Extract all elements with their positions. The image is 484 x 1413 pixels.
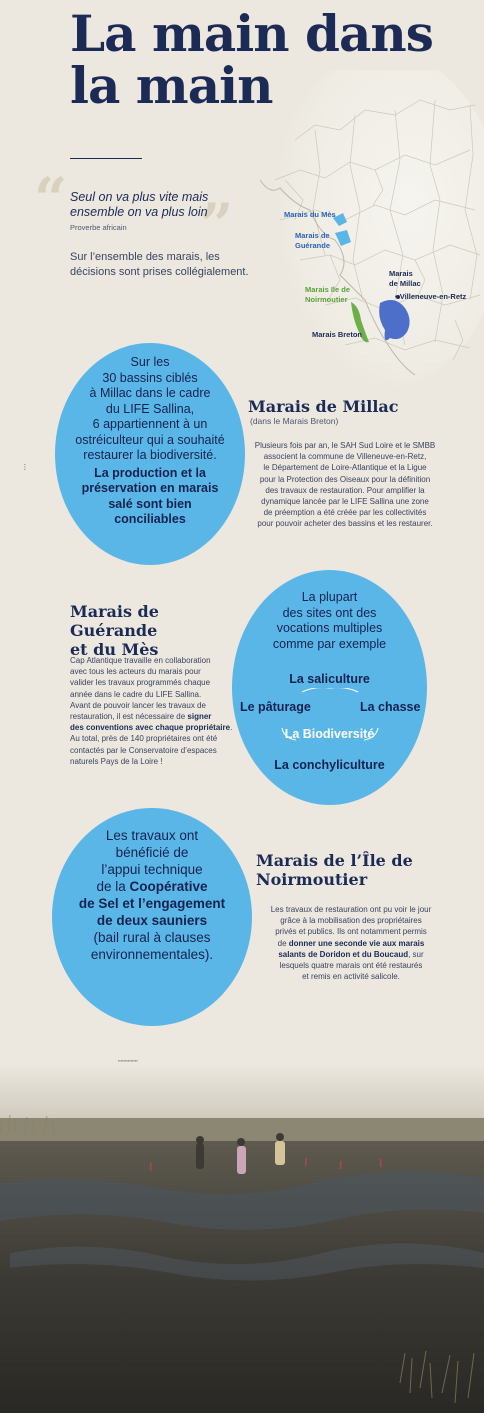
noirmoutier-body-fragment: , sur	[408, 949, 424, 959]
noirmoutier-body-bold: donner une seconde vie aux marais	[288, 938, 425, 948]
bubble3-bold-line: de Sel et l’engagement	[78, 896, 226, 911]
noirmoutier-title-2: Noirmoutier	[256, 870, 368, 889]
page-title: La main dans la main	[70, 4, 433, 115]
guerande-title	[70, 602, 240, 659]
bubble1-line: 30 bassins ciblés	[102, 370, 198, 385]
proverb-source: Proverbe africain	[70, 223, 127, 232]
section-noirmoutier	[256, 851, 466, 889]
bubble2-line: comme par exemple	[272, 636, 387, 651]
vocation-conchyliculture: La conchyliculture	[274, 758, 385, 772]
section-guerande	[70, 602, 240, 659]
guerande-body-fragment: .	[230, 723, 233, 733]
millac-subtitle: (dans le Marais Breton)	[250, 416, 339, 426]
map-label-millac-1: Marais	[389, 269, 413, 278]
vocation-biodiversite: La Biodiversité	[284, 727, 375, 741]
bubble1-line: 6 appartiennent à un	[92, 417, 208, 431]
map-label-breton: Marais Breton	[312, 330, 363, 339]
millac-body-line: le Département de Loire-Atlantique et la Ligue	[263, 463, 427, 473]
bubble3-line: Les travaux ont	[105, 828, 199, 843]
bubble1-bold-line: préservation en marais	[81, 481, 219, 495]
vocation-chasse: La chasse	[360, 700, 421, 714]
bubble2-line: La plupart	[301, 590, 358, 604]
photo-credit: ▪▪▪▪▪▪▪▪▪▪▪▪▪▪	[118, 1058, 138, 1063]
map-label-guerande-2: Guérande	[295, 241, 331, 250]
map-label-guerande-1: Marais de	[295, 231, 330, 240]
guerande-body-line: Cap Atlantique travaille en collaboration	[70, 656, 211, 665]
bubble3-line: (bail rural à clauses	[93, 930, 211, 945]
vocation-paturage: Le pâturage	[240, 700, 311, 714]
noirmoutier-title-1: Marais de l’Île de	[256, 851, 413, 870]
millac-body-line: Plusieurs fois par an, le SAH Sud Loire et le SMBB	[254, 441, 436, 450]
bubble1-line: Sur les	[130, 355, 170, 369]
bubble1-line: ostréiculteur qui a souhaité	[75, 432, 225, 447]
bubble-vocations	[232, 570, 427, 805]
region-map	[255, 70, 484, 390]
bubble1-line: du LIFE Sallina,	[105, 401, 195, 416]
open-quote-icon: “	[34, 165, 68, 233]
bubble1-bold-line: conciliables	[114, 512, 186, 526]
guerande-body-line: Au total, près de 140 propriétaires ont été	[70, 734, 218, 744]
bubble3-bold-line: de deux sauniers	[96, 913, 208, 928]
guerande-body-line: contactés par le Conservatoire d’espaces	[70, 745, 217, 755]
millac-body-line: associent la commune de Villeneuve-en-Retz,	[263, 452, 427, 462]
intro-text: Sur l’ensemble des marais, les décisions sont prises collégialement.	[70, 251, 249, 278]
millac-body-line: pour pouvoir acheter des bassins et les restaurer.	[257, 519, 433, 529]
bubble-millac	[55, 343, 245, 565]
noirmoutier-body-fragment: de	[277, 938, 289, 948]
guerande-body-bold: signer	[187, 712, 212, 722]
map-label-noirmoutier-1: Marais Ile de	[305, 285, 351, 294]
map-label-millac-2: de Millac	[389, 279, 421, 288]
noirmoutier-body-line: privés et publics. Ils ont notamment permis	[275, 927, 427, 937]
map-label-mes: Marais du Mès	[284, 210, 336, 219]
bubble-cooperative	[52, 808, 252, 1026]
noirmoutier-body	[236, 904, 466, 982]
noirmoutier-title	[256, 851, 466, 889]
guerande-body-line: valider les travaux programmés chaque	[70, 678, 211, 688]
guerande-title-1: Marais de Guérande	[70, 602, 159, 640]
bubble1-bold-line: salé sont bien	[108, 496, 192, 511]
bubble1-bold-line: La production et la	[94, 465, 206, 480]
close-quote-icon: ”	[200, 191, 234, 259]
millac-title: Marais de Millac	[248, 397, 399, 416]
proverb-quote: Seul on va plus vite mais ensemble on va plus loin	[70, 190, 209, 219]
bubble3-bold: Coopérative	[129, 879, 208, 894]
noirmoutier-body-bold: salants de Doridon et du Boucaud	[278, 949, 409, 959]
bubble1-line: restaurer la biodiversité.	[83, 448, 217, 462]
guerande-body-line: naturels Pays de la Loire !	[70, 756, 163, 766]
guerande-body-line: année dans le cadre du LIFE Sallina.	[70, 689, 202, 699]
map-label-villeneuve: • Villeneuve-en-Retz	[395, 292, 467, 301]
bubble3-line: l’appui technique	[101, 862, 203, 877]
bubble2-line: des sites ont des	[282, 605, 377, 620]
millac-body-line: dynamique lancée par le LIFE Sallina une zone	[261, 497, 429, 507]
noirmoutier-body-line: grâce à la mobilisation des propriétaires	[280, 916, 422, 926]
guerande-body-line: avec tous les acteurs du marais pour	[70, 667, 201, 677]
millac-body-line: de préemption a été créée par les collectivités	[263, 508, 427, 518]
bubble3-fragment: de la	[96, 879, 130, 894]
vocation-saliculture: La saliculture	[289, 672, 370, 686]
marsh-photo	[0, 1063, 484, 1413]
bubble2-line: vocations multiples	[276, 621, 383, 635]
guerande-title-2: et du Mès	[70, 640, 159, 659]
bubble1-line: à Millac dans le cadre	[89, 386, 211, 400]
noirmoutier-body-line: et remis en activité salicole.	[302, 972, 400, 982]
millac-body-line: des travaux de restauration. Pour amplifier la	[265, 485, 425, 495]
millac-body	[228, 440, 478, 530]
bubble3-line: environnementales).	[90, 947, 214, 962]
noirmoutier-body-line: Les travaux de restauration ont pu voir le jour	[270, 905, 432, 914]
guerande-body-bold: des conventions avec chaque propriétaire	[70, 723, 231, 733]
guerande-body-line: Avant de pouvoir lancer les travaux de	[70, 700, 206, 710]
millac-body-line: pour la Protection des Oiseaux pour la définition	[259, 474, 431, 484]
noirmoutier-body-line: lesquels quatre marais ont été restaurés	[279, 961, 423, 971]
side-credit: ▪ ▪ ▪	[22, 463, 27, 470]
bubble3-line: bénéficié de	[115, 845, 189, 860]
guerande-body	[70, 655, 240, 767]
map-label-noirmoutier-2: Noirmoutier	[305, 295, 348, 304]
guerande-body-fragment: restauration, il est nécessaire de	[70, 712, 188, 722]
section-millac	[248, 397, 468, 426]
title-divider	[70, 158, 142, 159]
